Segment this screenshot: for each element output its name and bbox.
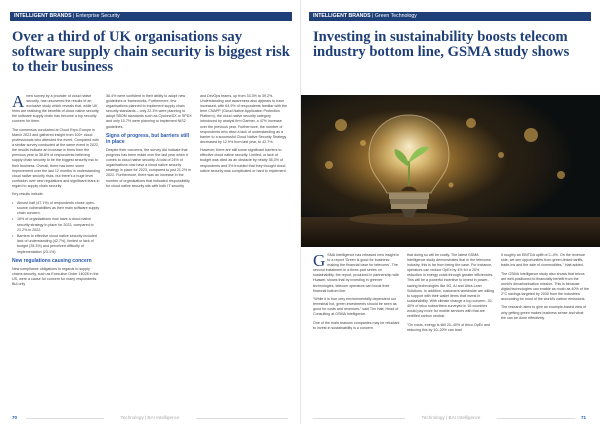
subheading: Signs of progress, but barriers still in place bbox=[106, 132, 190, 145]
paragraph: "On costs, energy is still 20–40% of telco OpEx and reducing this by 10–20% can lead bbox=[407, 322, 491, 332]
paragraph: One of the main reasons companies may be reluctant to invest in sustainability is a concern bbox=[313, 320, 400, 330]
article-column-1 bbox=[12, 94, 100, 290]
section-brand: INTELLIGENT BRANDS bbox=[14, 13, 72, 19]
paragraph: New compliance obligations in regards to supply chains security, such as Executive Order 14028 in the US, were a cause for concern for many respondents. But only bbox=[12, 266, 99, 286]
paragraph: that doing so will be costly. The latest GSMA Intelligence study demonstrates that in the telecoms industry, this is far from being the case. For instance, operators can reduce OpEx by 4% for a 20% reduction in energy costs through greater efficiencies. This will be a powerful incentive to invest in power-saving technologies like 5G, AI and Ultra-Lean Solutions. In addition, customers worldwide are willing to support with their wallet items that invest in sustainability. With climate change a top concern, 32-40% of telco subscribers surveyed in 16 countries would pay more for mobile services with that are certified carbon neutral. bbox=[407, 253, 495, 319]
right-page bbox=[300, 0, 600, 424]
drop-cap: A bbox=[12, 92, 25, 111]
list-item: • Barriers to effective cloud native security included lack of understanding (42.7%), limited or lack of budget (35.3%) and perceived difficulty of implementation (23.1%). bbox=[12, 234, 100, 254]
article-column-2 bbox=[407, 253, 495, 336]
paragraph: The GSMA Intelligence study also shows that telcos are well-positioned to financially benefit from the world's decarbonisation mission. This is because digital technologies can enable as much as 40% of the 2°C savings targeted by 2030 from the industries accounting for most of the world's carbon emissions. bbox=[501, 271, 589, 302]
paragraph: The consensus conducted at Cloud Expo Europe in March 2023 and gathered insight from 100+ cloud professionals who attended the event. Compared with a similar survey conducted at the same event in 2022, the results indicate an increase in firms from the previous year to 36.8% of respondents believing supply chain security to be the biggest security risk to their business. Overall, there has been some improvement over the last 12 months in understanding cloud native security risks, but there's a huge level confusion over new regulations and significant fears in regard to supply chain security. bbox=[12, 127, 100, 188]
key-results-label: Key results include: bbox=[12, 192, 44, 197]
section-topic: | Enterprise Security bbox=[73, 13, 120, 19]
paragraph: and DevOps teams, up from 33.3% to 39.2%. Understanding and awareness also appears to have increased, with 64.9% of respondents familiar with the term CNAPP (Cloud Native Application Protection Platform), the cloud native security category introduced by analyst firm Gartner, a 47% increase over the previous year. Furthermore, the number of respondents who cited a lack of understanding as a barrier to a successful Cloud Native Security Strategy decreased by 12.9% from last year, to 42.7%. bbox=[200, 94, 288, 144]
section-brand: INTELLIGENT BRANDS bbox=[313, 13, 371, 19]
article-column-3 bbox=[501, 253, 589, 324]
lightbulb-photo bbox=[301, 95, 600, 247]
page-title: Over a third of UK organisations say software supply chain security is biggest risk to their business bbox=[12, 29, 290, 75]
article-column-2 bbox=[106, 94, 194, 192]
article-column-3 bbox=[200, 94, 288, 177]
section-bar bbox=[309, 12, 591, 21]
paragraph: new survey by a provider of cloud native security, has uncovered the results of an exclusive study which reveals that, while UK firms are realising the benefits of cloud native security, the software supply chain has become a top security concern for them. bbox=[12, 94, 100, 124]
section-topic: | Green Technology bbox=[372, 13, 417, 19]
page-title: Investing in sustainability boosts telecom industry bottom line, GSMA study shows bbox=[313, 29, 570, 60]
key-results-list bbox=[12, 201, 100, 255]
paragraph: 36.4% were confident in their ability to adopt new guidelines or frameworks. Furthermore, few organisations planned to implement supply chain security standards – only 22.3% were planning to adopt SBOM standards such as CycloneDX or SPDX and only 10.7% were planning to implement NIS2 guidelines. bbox=[106, 94, 192, 129]
list-item: • Almost half (47.1%) of respondents chose open-source vulnerabilities as their main software supply chain concern. bbox=[12, 201, 100, 216]
page-number: 70 bbox=[12, 415, 18, 420]
paragraph: Despite their concerns, the survey did indicate that progress has been made over the last year when it comes to cloud native security. A total of 24% of organisations now have a cloud native security strategy in place for 2023, compared to just 21.2% in 2022. Furthermore, there was an increase in the number of organisations that indicated responsibility for cloud native security sits with both IT security bbox=[106, 147, 191, 188]
article-column-1 bbox=[313, 253, 401, 334]
list-item: • 16% of organisations now have a cloud native security strategy in place for 2023, compared to 21.2% in 2022. bbox=[12, 217, 100, 232]
section-bar bbox=[10, 12, 292, 21]
lightbulb-with-plant-icon bbox=[301, 95, 600, 247]
footer-publication: Technology | BAI Intelligence bbox=[120, 415, 180, 420]
paragraph: SMA Intelligence has released new insight in to a report 'Green is good for business: making the financial case for telecoms'. The second instalment in a three-part series on sustainability, the report, produced in partnership with Huawei, shows that by investing in greener technologies, telecom operators can boost their financial bottom line. bbox=[313, 253, 400, 293]
footer-publication: Technology | BAI Intelligence bbox=[421, 415, 481, 420]
paragraph: "While it is true very environmentally dependent our terrestrial hot, green investments should be seen as good for costs and revenues," said Tim Hatt, Head of Consulting at GSMA Intelligence. bbox=[313, 297, 399, 317]
page-number: 71 bbox=[581, 415, 587, 420]
paragraph: it roughly an EBITDA uplift of 2–4%. On the revenue side, we see opportunities from green-linked tariffs, trade-ins and the sale of commodities," Hatt added. bbox=[501, 253, 585, 268]
drop-cap: G bbox=[313, 251, 326, 270]
page-footer bbox=[0, 412, 300, 424]
paragraph: However, there are still some significant barriers to effective cloud native security. Limited, or lack of budget was cited as an obstacle by nearly 35.3% of respondents and 3% troubled that they thought cloud native security was complicated or hard to implement. bbox=[200, 148, 287, 173]
subheading: New regulations causing concern bbox=[12, 257, 92, 264]
paragraph: The research aims to give an example-based view of why getting green makes business sense and what the can be done effectively. bbox=[501, 305, 587, 320]
page-footer bbox=[301, 412, 600, 424]
